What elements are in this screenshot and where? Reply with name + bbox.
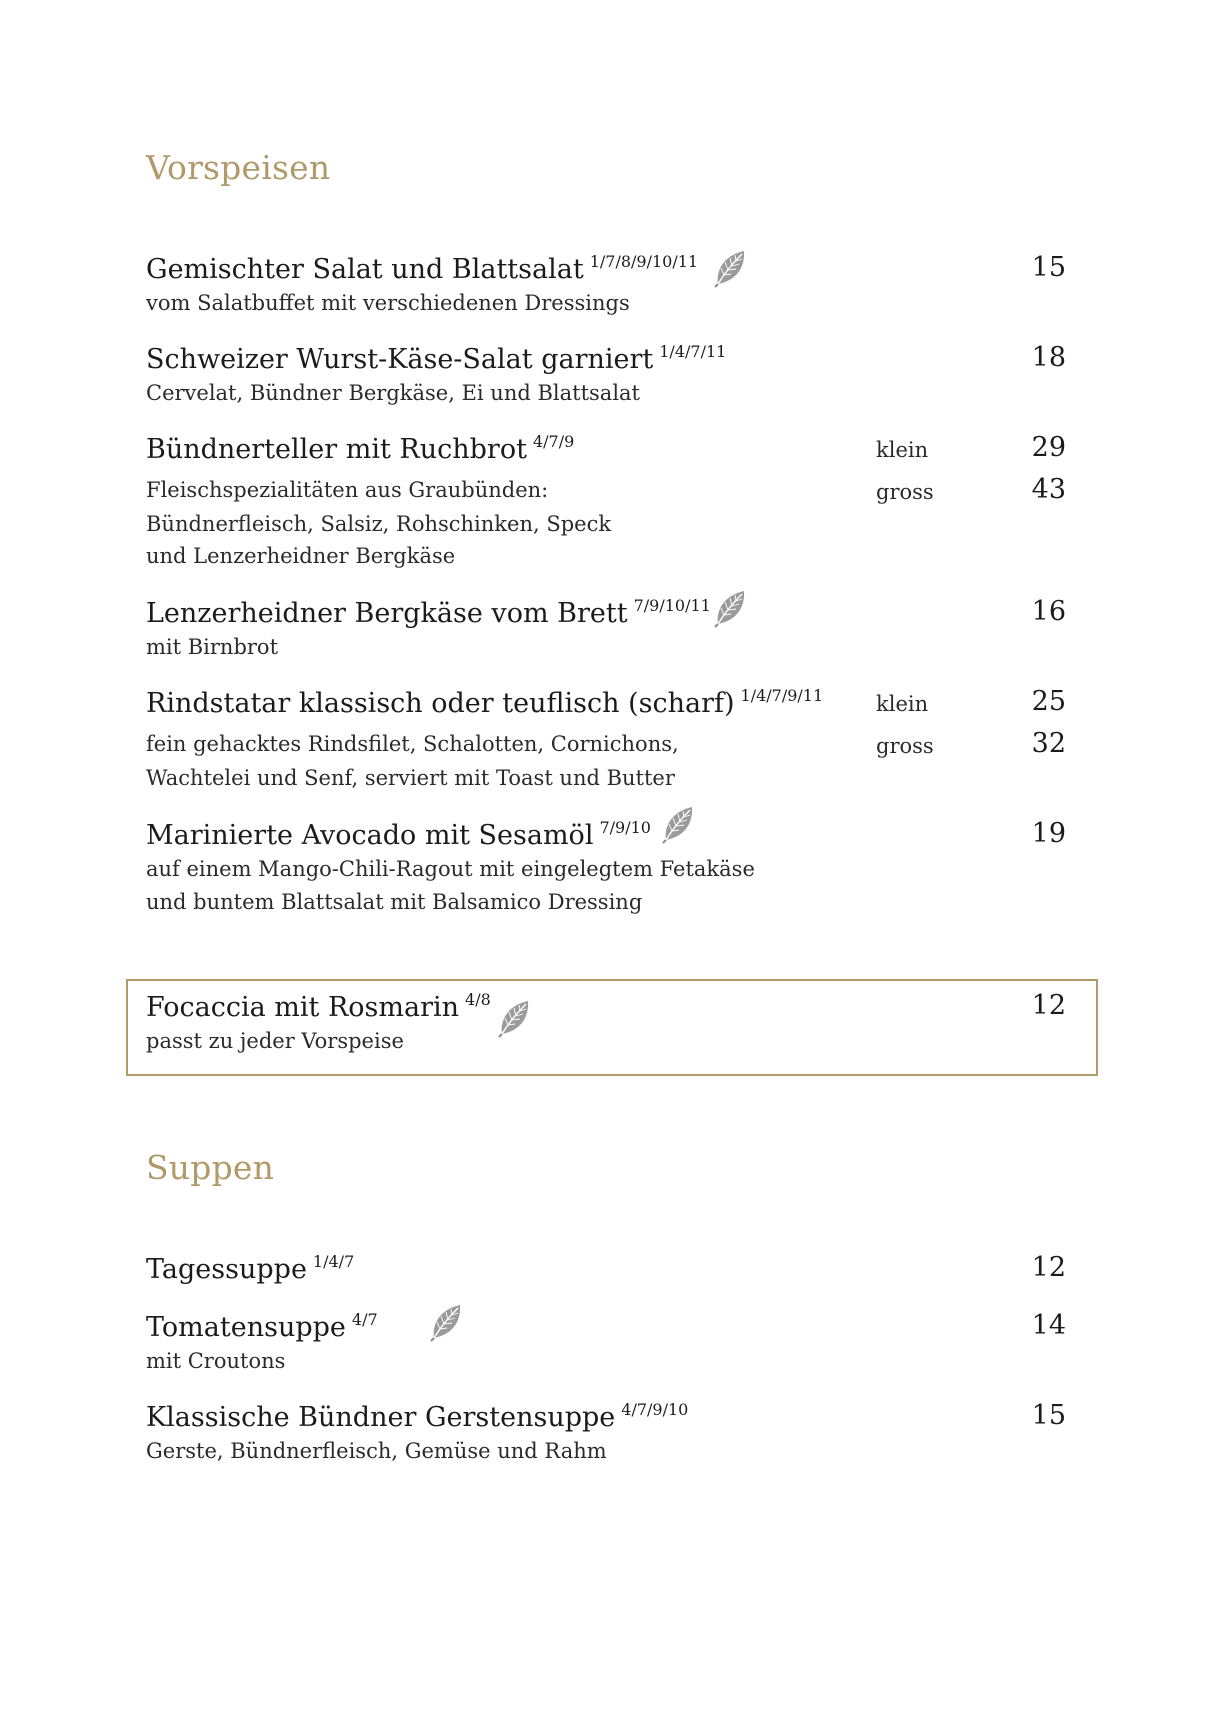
dish-description: Gerste, Bündnerfleisch, Gemüse und Rahm — [146, 1439, 607, 1463]
allergen-codes: 1/4/7/9/11 — [740, 686, 824, 705]
dish-price: 15 — [1031, 252, 1066, 283]
size-label-large: gross — [876, 480, 934, 504]
dish-price-small: 29 — [1031, 432, 1066, 463]
menu-item-avocado — [146, 818, 1066, 918]
dish-description: und Lenzerheidner Bergkäse — [146, 544, 456, 568]
allergen-codes: 4/7/9 — [532, 432, 575, 451]
dish-description: mit Birnbrot — [146, 635, 279, 659]
dish-price: 12 — [1031, 990, 1066, 1021]
menu-item-focaccia — [146, 990, 1066, 1060]
menu-item-buendnerteller — [146, 432, 1066, 572]
dish-description: Fleischspezialitäten aus Graubünden: — [146, 478, 549, 502]
allergen-codes: 4/7/9/10 — [621, 1400, 689, 1419]
dish-price: 12 — [1031, 1252, 1066, 1283]
dish-price-large: 32 — [1031, 728, 1066, 759]
dish-description: und buntem Blattsalat mit Balsamico Dressing — [146, 890, 643, 914]
allergen-codes: 1/4/7 — [312, 1252, 355, 1271]
dish-name: Tomatensuppe $^{4/7}$ — [146, 1310, 378, 1343]
dish-description: auf einem Mango-Chili-Ragout mit eingelegtem Fetakäse — [146, 857, 755, 881]
dish-name: Schweizer Wurst-Käse-Salat garniert $^{1/4/7/11}$ — [146, 342, 727, 375]
dish-price: 14 — [1031, 1310, 1066, 1341]
dish-price-large: 43 — [1031, 474, 1066, 505]
menu-item-tagessuppe — [146, 1252, 1066, 1292]
menu-item-rindstatar — [146, 686, 1066, 796]
leaf-icon — [496, 998, 532, 1038]
allergen-codes: 1/4/7/11 — [659, 342, 727, 361]
dish-description: mit Croutons — [146, 1349, 286, 1373]
dish-name: Gemischter Salat und Blattsalat $^{1/7/8/9/10/11}$ — [146, 252, 699, 285]
leaf-icon — [712, 248, 748, 288]
dish-price: 18 — [1031, 342, 1066, 373]
dish-name: Lenzerheidner Bergkäse vom Brett $^{7/9/10/11}$ — [146, 596, 711, 629]
dish-price-small: 25 — [1031, 686, 1066, 717]
allergen-codes: 4/7 — [351, 1310, 378, 1329]
dish-description: fein gehacktes Rindsfilet, Schalotten, Cornichons, — [146, 732, 679, 756]
menu-item-tomatensuppe — [146, 1310, 1066, 1380]
allergen-codes: 4/8 — [465, 990, 491, 1009]
dish-price: 16 — [1031, 596, 1066, 627]
dish-description: Wachtelei und Senf, serviert mit Toast und Butter — [146, 766, 675, 790]
dish-description: Bündnerfleisch, Salsiz, Rohschinken, Speck — [146, 512, 612, 536]
dish-name: Tagessuppe $^{1/4/7}$ — [146, 1252, 355, 1285]
leaf-icon — [712, 588, 748, 628]
dish-price: 15 — [1031, 1400, 1066, 1431]
dish-name: Rindstatar klassisch oder teuflisch (scharf) $^{1/4/7/9/11}$ — [146, 686, 824, 719]
allergen-codes: 7/9/10/11 — [633, 596, 711, 615]
dish-description: passt zu jeder Vorspeise — [146, 1029, 404, 1053]
allergen-codes: 7/9/10 — [599, 818, 651, 837]
leaf-icon — [428, 1302, 464, 1342]
dish-name: Bündnerteller mit Ruchbrot $^{4/7/9}$ — [146, 432, 575, 465]
allergen-codes: 1/7/8/9/10/11 — [589, 252, 699, 271]
dish-description: vom Salatbuffet mit verschiedenen Dressings — [146, 291, 630, 315]
menu-item-salat — [146, 252, 1066, 322]
menu-item-wurst-kaese-salat — [146, 342, 1066, 412]
dish-price: 19 — [1031, 818, 1066, 849]
dish-name: Marinierte Avocado mit Sesamöl $^{7/9/10}$ — [146, 818, 651, 851]
section-title-soups: Suppen — [146, 1148, 275, 1187]
size-label-small: klein — [876, 692, 929, 716]
dish-name: Klassische Bündner Gerstensuppe $^{4/7/9/10}$ — [146, 1400, 689, 1433]
dish-description: Cervelat, Bündner Bergkäse, Ei und Blattsalat — [146, 381, 640, 405]
leaf-icon — [660, 804, 696, 844]
dish-name: Focaccia mit Rosmarin $^{4/8}$ — [146, 990, 491, 1023]
menu-item-gerstensuppe — [146, 1400, 1066, 1470]
menu-item-bergkaese — [146, 596, 1066, 666]
section-title-starters: Vorspeisen — [146, 148, 331, 187]
size-label-large: gross — [876, 734, 934, 758]
size-label-small: klein — [876, 438, 929, 462]
